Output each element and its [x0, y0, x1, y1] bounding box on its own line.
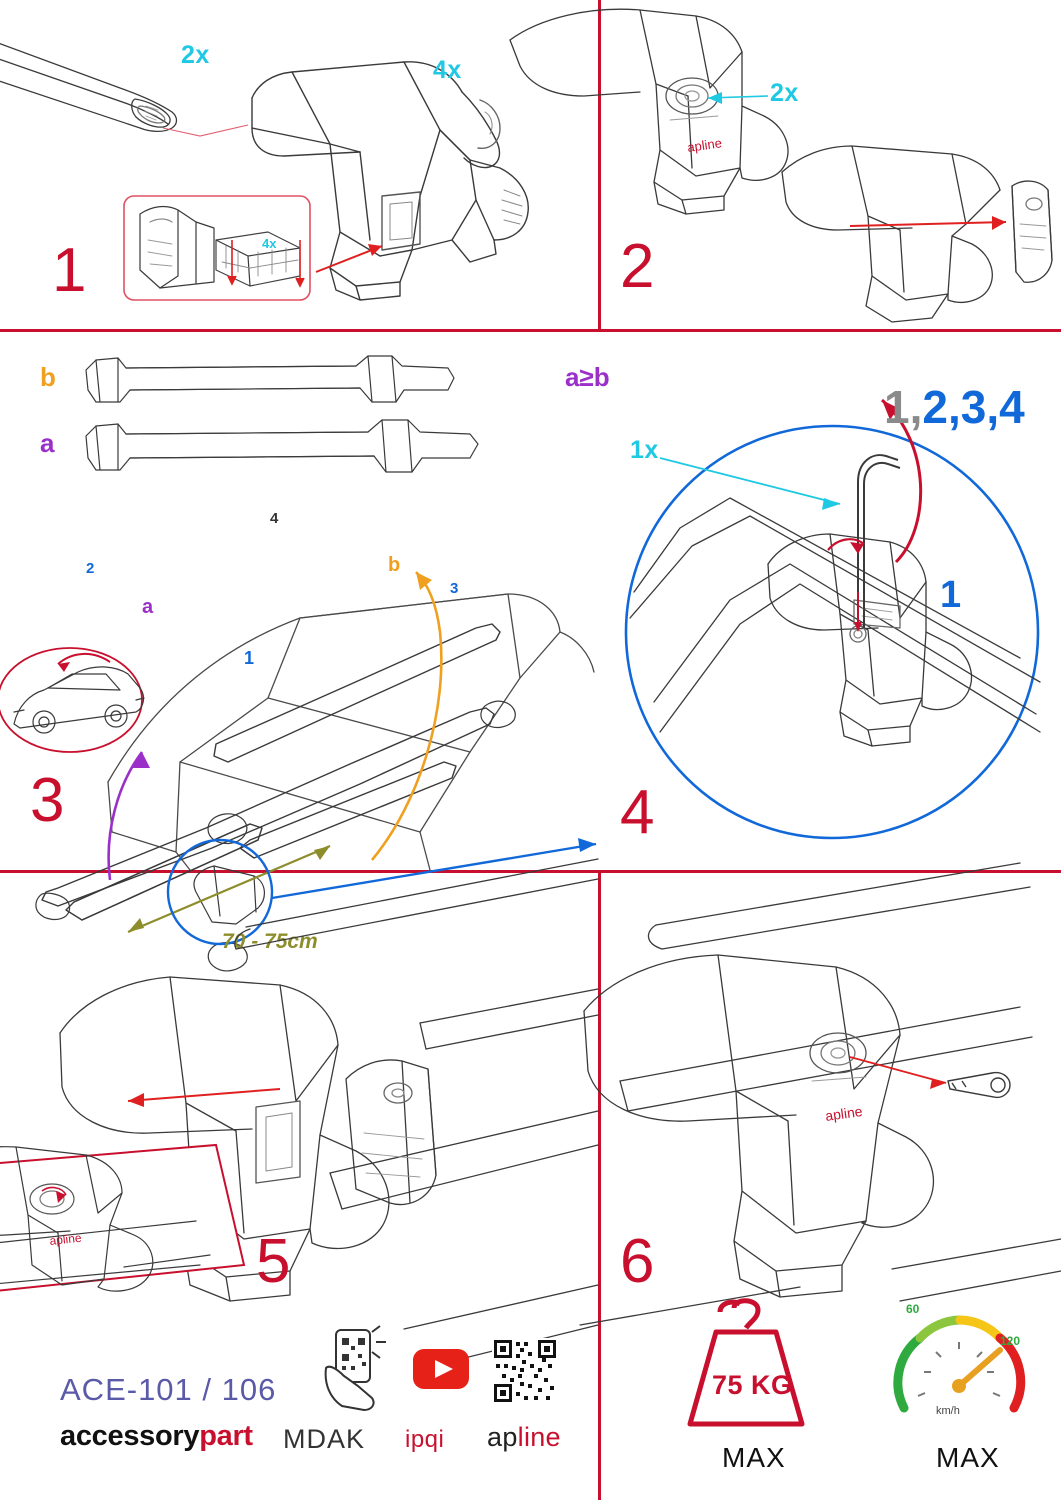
step-number-4: 4 — [620, 778, 654, 847]
brand-ap-text: ap — [487, 1422, 518, 1452]
panel-step-6 — [600, 873, 1061, 1373]
step-number-6: 6 — [620, 1227, 654, 1296]
callout-order-1234: 1,2,3,4 — [884, 381, 1025, 433]
callout-4x-inset: 4x — [262, 236, 277, 251]
panel-step-4 — [600, 332, 1061, 870]
panel-step-2 — [600, 0, 1061, 329]
callout-2x-step1: 2x — [181, 41, 210, 69]
callout-1-step4: 1 — [940, 574, 962, 616]
youtube-icon[interactable] — [412, 1348, 470, 1390]
brand-line-text: line — [517, 1422, 561, 1452]
callout-1x-step4: 1x — [630, 436, 659, 464]
step2-illustration — [600, 0, 1061, 329]
callout-2x-step2: 2x — [770, 79, 799, 107]
step5-illustration — [0, 873, 598, 1373]
brand-accessorypart — [60, 1420, 253, 1453]
step-number-1: 1 — [52, 236, 86, 305]
panel-step-1 — [0, 0, 598, 329]
label-bar-b: b — [40, 362, 56, 392]
gauge-max-tick: 120 — [1000, 1334, 1021, 1348]
marker-4: 4 — [270, 510, 279, 527]
label-bar-a: a — [40, 428, 55, 458]
label-a-ge-b: a≥b — [565, 362, 610, 392]
phone-qr-scan-icon — [318, 1328, 398, 1414]
step1-illustration — [0, 0, 598, 329]
marker-1: 1 — [244, 648, 255, 668]
step6-illustration — [600, 873, 1061, 1373]
car-direction-inset — [0, 648, 144, 752]
step-number-3: 3 — [30, 766, 64, 835]
brand-part-text: part — [199, 1420, 253, 1452]
qr-code-icon — [492, 1338, 558, 1404]
brand-ipqi: ipqi — [405, 1426, 445, 1453]
marker-3: 3 — [450, 580, 459, 597]
step3-illustration — [0, 332, 598, 870]
brand-apline — [487, 1422, 561, 1453]
step5-inset — [0, 1145, 244, 1303]
label-b-arc: b — [388, 554, 401, 576]
panel-step-5 — [0, 873, 598, 1373]
step-number-2: 2 — [620, 232, 654, 301]
callout-4x-step1: 4x — [433, 56, 462, 84]
speed-limit-caption: MAX — [936, 1442, 1000, 1473]
apline-logo-mark-inset: apline — [48, 1230, 83, 1248]
gauge-min-tick: 60 — [906, 1302, 920, 1316]
brand-mdak: MDAK — [283, 1424, 366, 1454]
marker-2: 2 — [86, 560, 95, 577]
weight-limit-value: 75 KG — [712, 1370, 793, 1400]
brand-accessory-text: accessory — [60, 1420, 200, 1452]
dimension-70-75cm: 70 - 75cm — [222, 930, 318, 953]
weight-limit-icon — [678, 1306, 814, 1430]
label-a-arc: a — [142, 596, 154, 618]
arc-b — [372, 572, 441, 860]
apline-logo-mark: apline — [686, 135, 723, 155]
panel-step-3 — [0, 332, 610, 953]
model-code: ACE-101 / 106 — [60, 1372, 277, 1407]
gauge-unit-label: km/h — [936, 1405, 960, 1417]
step1-inset-frame — [124, 196, 310, 300]
apline-logo-mark-6: apline — [824, 1102, 864, 1124]
step-number-5: 5 — [256, 1227, 290, 1296]
weight-limit-caption: MAX — [722, 1442, 786, 1473]
zoom-circle-step4 — [626, 426, 1038, 838]
